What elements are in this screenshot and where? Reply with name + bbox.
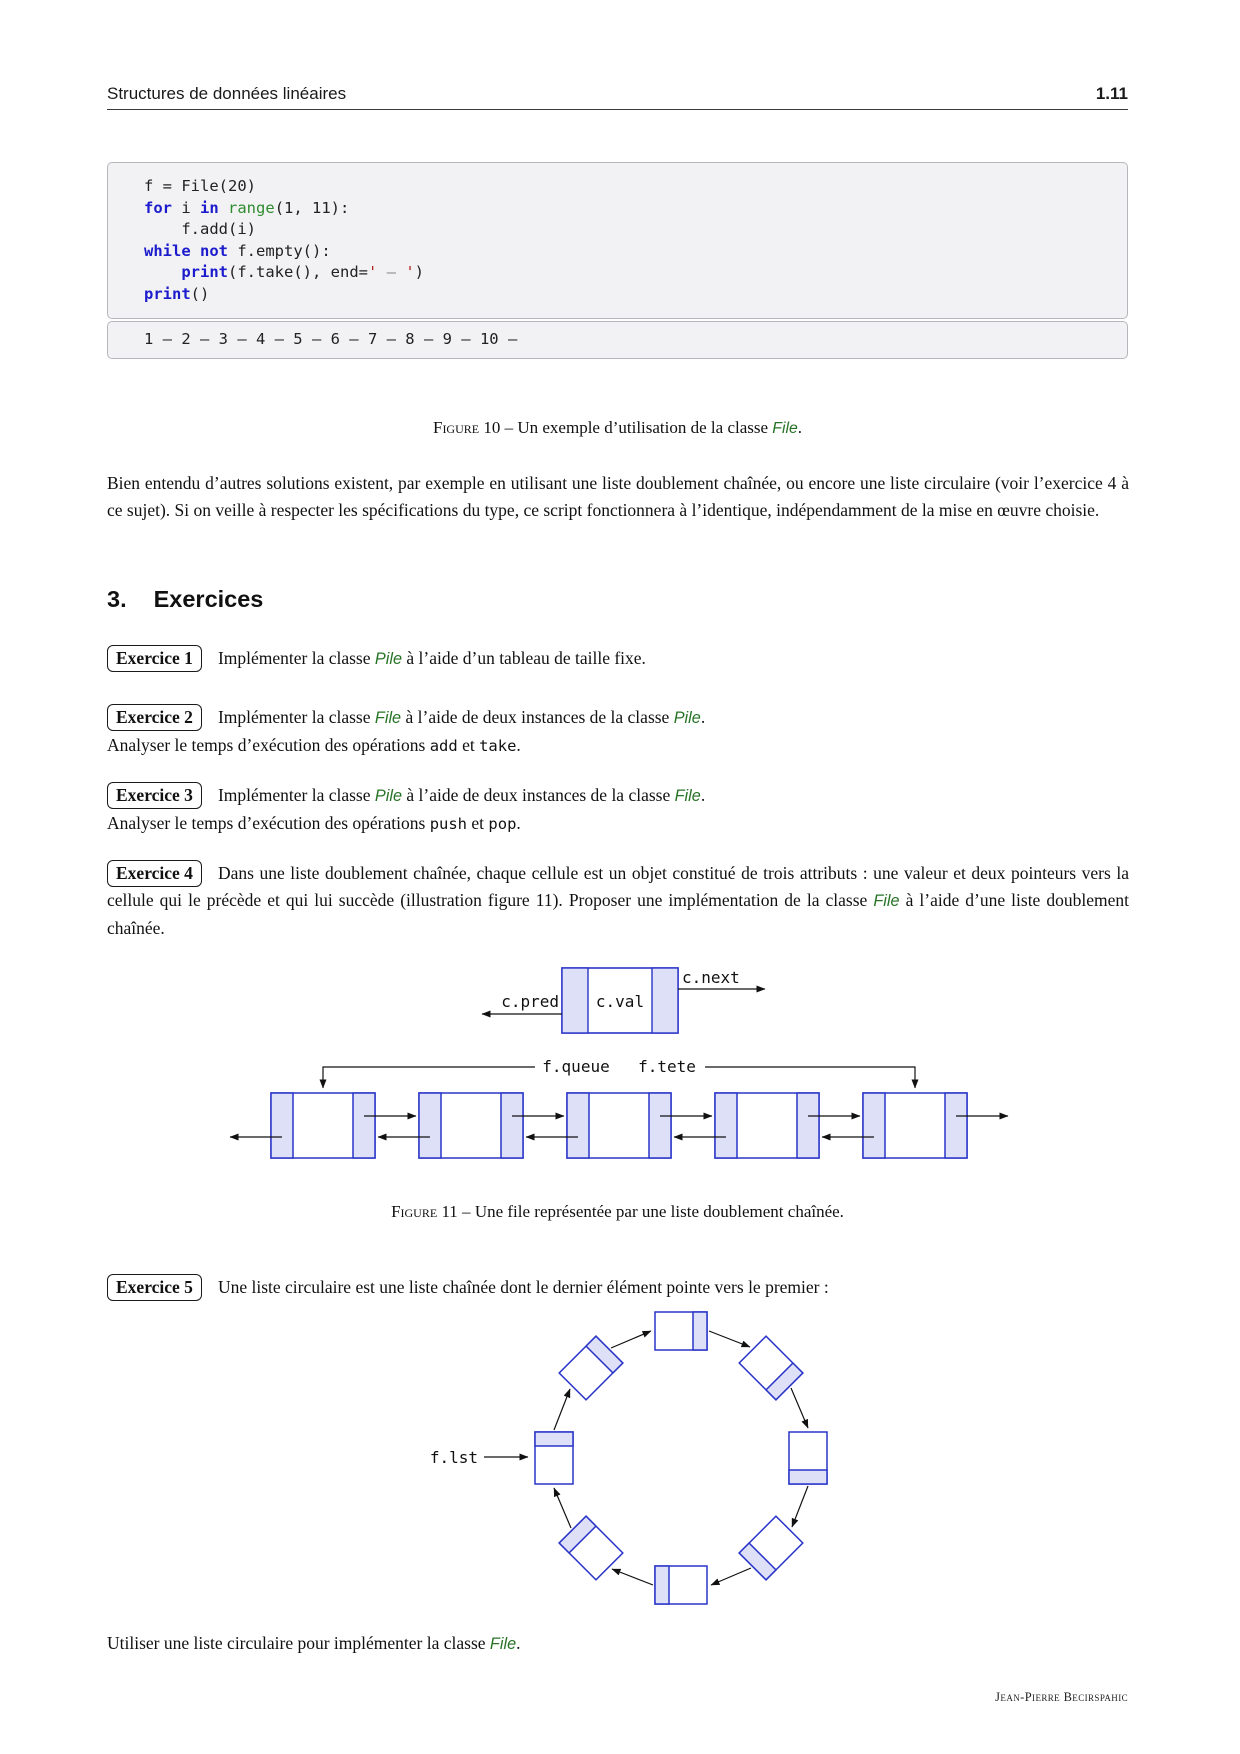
class-name-file: File (674, 787, 701, 805)
method-pop: pop (488, 815, 517, 833)
code-output-block (107, 321, 1128, 359)
list-cell (567, 1093, 671, 1158)
header-title: Structures de données linéaires (107, 84, 347, 103)
cell-figure (420, 958, 790, 1043)
code-line: print() (144, 284, 210, 303)
circular-cells (535, 1312, 827, 1604)
exercise-5: Exercice 5 Une liste circulaire est une liste chaînée dont le dernier élément pointe vers le premier : (107, 1274, 1129, 1301)
list-cell (863, 1093, 967, 1158)
list-cell (715, 1093, 819, 1158)
class-name-file: File (374, 709, 402, 727)
queue-pointer-arrow (323, 1067, 535, 1088)
circular-cell (655, 1312, 707, 1350)
c-pred-label: c.pred (501, 992, 559, 1011)
next-arrow (792, 1486, 808, 1527)
next-arrow (554, 1389, 570, 1430)
page-number: 1.11 (1095, 84, 1128, 103)
next-pointer-field (652, 968, 678, 1033)
section-number: 3. (107, 586, 127, 612)
list-cell (271, 1093, 375, 1158)
exercise-2-line1: Exercice 2 Implémenter la classe File à l’aide de deux instances de la classe Pile. (107, 704, 1129, 732)
f-queue-label: f.queue (542, 1057, 610, 1076)
circular-cell (559, 1516, 623, 1580)
exercise-2-label: Exercice 2 (107, 704, 202, 731)
figure10-caption: Figure 10 – Un exemple d’utilisation de la classe File. (432, 418, 803, 437)
class-name-pile: Pile (673, 709, 701, 727)
list-cells (271, 1093, 967, 1158)
list-cell (419, 1093, 523, 1158)
method-push: push (429, 815, 468, 833)
exercise-5-label: Exercice 5 (107, 1274, 202, 1301)
pred-pointer-field (562, 968, 588, 1033)
class-name-file: File (772, 420, 798, 437)
exercise-4-label: Exercice 4 (107, 860, 202, 887)
circular-cell (739, 1516, 803, 1580)
class-name-pile: Pile (374, 650, 403, 668)
exercise-2 (107, 704, 1129, 760)
cell-box (562, 968, 678, 1033)
code-line: for i in range(1, 11): (144, 198, 350, 217)
next-arrow (709, 1331, 750, 1347)
exercise-3-line1: Exercice 3 Implémenter la classe Pile à l’aide de deux instances de la classe File. (107, 782, 1129, 810)
f-tete-label: f.tete (638, 1057, 696, 1076)
circular-cell (559, 1336, 623, 1400)
code-block (107, 162, 1128, 319)
cell-value-label: c.val (595, 992, 645, 1011)
closing-paragraph: Utiliser une liste circulaire pour implémenter la classe File. (107, 1633, 521, 1653)
c-next-label: c.next (682, 968, 740, 987)
circular-cell (789, 1432, 827, 1484)
code-line: f = File(20) (144, 177, 256, 195)
exercise-1: Exercice 1 Implémenter la classe Pile à l’aide d’un tableau de taille fixe. (107, 645, 1129, 673)
method-take: take (479, 737, 517, 755)
section-heading (107, 586, 263, 613)
next-arrow (554, 1488, 571, 1528)
next-arrow (711, 1568, 751, 1585)
next-arrow (791, 1388, 808, 1428)
exercise-3-label: Exercice 3 (107, 782, 202, 809)
section-title: Exercices (153, 586, 264, 612)
exercise-2-line2: Analyser le temps d’exécution des opérations add et take. (107, 735, 521, 755)
code-line: while not f.empty(): (144, 241, 331, 260)
class-name-pile: Pile (374, 787, 403, 805)
tete-pointer-arrow (705, 1067, 915, 1088)
exercise-1-label: Exercice 1 (107, 645, 202, 672)
page-header (107, 84, 1128, 110)
code-line: print(f.take(), end=' – ') (181, 263, 425, 281)
code-line: f.add(i) (144, 220, 256, 238)
circular-list-figure (420, 1300, 900, 1630)
exercise-3 (107, 782, 1129, 838)
f-lst-label: f.lst (429, 1448, 478, 1467)
exercise-3-line2: Analyser le temps d’exécution des opérations push et pop. (107, 813, 521, 833)
class-name-file: File (873, 892, 900, 910)
circular-cell (535, 1432, 573, 1484)
next-arrow (611, 1331, 651, 1348)
class-name-file: File (489, 1635, 517, 1653)
footer-author: Jean-Pierre Becirspahic (995, 1690, 1128, 1704)
exercise-4: Exercice 4 Dans une liste doublement chaînée, chaque cellule est un objet constitué de trois attributs : une valeur et deux pointeurs vers la cellule qui le précède et qui lui succède (illustration figure 11). Proposer une implémentation de la classe File à l’aide d’une liste doublement chaînée. (107, 860, 1129, 942)
output-line: 1 – 2 – 3 – 4 – 5 – 6 – 7 – 8 – 9 – 10 – (144, 330, 518, 348)
figure11-caption: Figure 11 – Une file représentée par une liste doublement chaînée. (391, 1202, 844, 1221)
list-figure (200, 1048, 1050, 1168)
body-paragraph: Bien entendu d’autres solutions existent, par exemple en utilisant une liste doublement chaînée, ou encore une liste circulaire (voir l’exercice 4 à ce sujet). Si on veille à respecter les spécifications du type, ce script fonctionnera à l’identique, indépendamment de la mise en œuvre choisie. (107, 473, 1129, 520)
circular-cell (739, 1336, 803, 1400)
circular-cell (655, 1566, 707, 1604)
next-arrow (612, 1569, 653, 1585)
method-add: add (429, 737, 458, 755)
